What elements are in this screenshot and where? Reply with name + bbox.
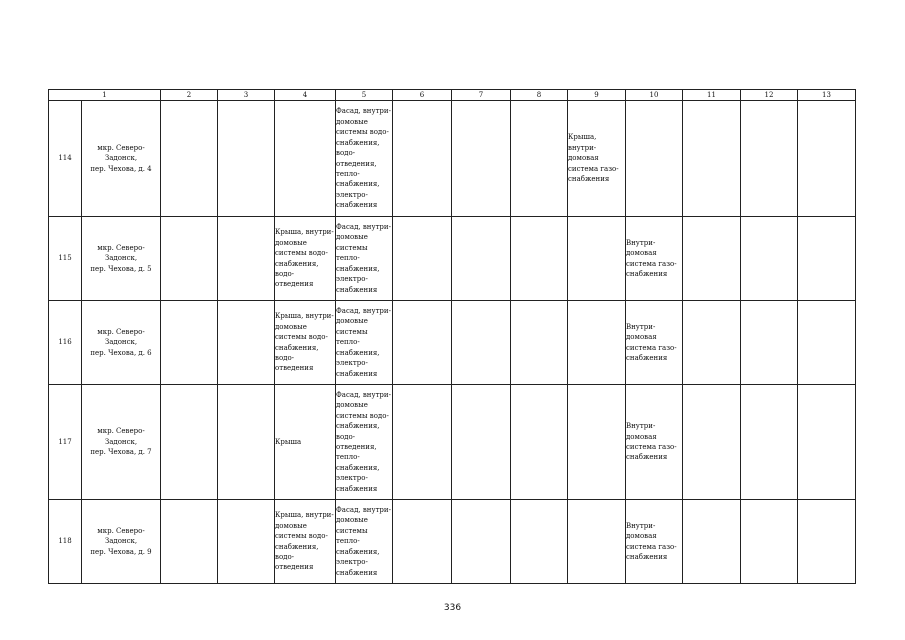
empty-cell: [393, 301, 452, 385]
row-number: 116: [49, 301, 82, 385]
col10-cell: Внутри- домовая система газо- снабжения: [626, 217, 683, 301]
schedule-table: [48, 89, 856, 584]
col10-cell: [626, 101, 683, 217]
empty-cell: [798, 217, 856, 301]
empty-cell: [511, 101, 568, 217]
table-row: [49, 301, 856, 385]
empty-cell: [452, 101, 511, 217]
empty-cell: [393, 217, 452, 301]
row-number: 115: [49, 217, 82, 301]
empty-cell: [511, 301, 568, 385]
table-row: [49, 217, 856, 301]
empty-cell: [161, 217, 218, 301]
empty-cell: [218, 101, 275, 217]
column-header: 4: [275, 90, 336, 101]
empty-cell: [741, 500, 798, 584]
empty-cell: [161, 301, 218, 385]
empty-cell: [218, 301, 275, 385]
empty-cell: [683, 217, 741, 301]
col10-cell: Внутри- домовая система газо- снабжения: [626, 301, 683, 385]
empty-cell: [161, 385, 218, 500]
column-header: 10: [626, 90, 683, 101]
address-cell: мкр. Северо- Задонск, пер. Чехова, д. 7: [82, 385, 161, 500]
col10-cell: Внутри- домовая система газо- снабжения: [626, 500, 683, 584]
empty-cell: [393, 101, 452, 217]
empty-cell: [683, 301, 741, 385]
empty-cell: [218, 500, 275, 584]
empty-cell: [393, 500, 452, 584]
empty-cell: [683, 101, 741, 217]
empty-cell: [798, 101, 856, 217]
empty-cell: [161, 101, 218, 217]
column-header: 11: [683, 90, 741, 101]
empty-cell: [741, 217, 798, 301]
column-header: 6: [393, 90, 452, 101]
column-header: 13: [798, 90, 856, 101]
row-number: 117: [49, 385, 82, 500]
empty-cell: [218, 217, 275, 301]
column-header: 2: [161, 90, 218, 101]
row-number: 114: [49, 101, 82, 217]
empty-cell: [683, 500, 741, 584]
col9-cell: Крыша, внутри- домовая система газо- снабжения: [568, 101, 626, 217]
empty-cell: [511, 217, 568, 301]
col4-cell: [275, 101, 336, 217]
empty-cell: [798, 301, 856, 385]
empty-cell: [741, 385, 798, 500]
col4-cell: Крыша, внутри- домовые системы водо- снабжения, водо- отведения: [275, 217, 336, 301]
column-header: 3: [218, 90, 275, 101]
empty-cell: [741, 301, 798, 385]
col9-cell: [568, 301, 626, 385]
col5-cell: Фасад, внутри- домовые системы водо- снабжения, водо- отведения, тепло- снабжения, электро- снабжения: [336, 385, 393, 500]
empty-cell: [683, 385, 741, 500]
empty-cell: [452, 217, 511, 301]
empty-cell: [218, 385, 275, 500]
column-header: 8: [511, 90, 568, 101]
empty-cell: [161, 500, 218, 584]
address-cell: мкр. Северо- Задонск, пер. Чехова, д. 5: [82, 217, 161, 301]
column-header: 5: [336, 90, 393, 101]
col9-cell: [568, 385, 626, 500]
page-number: 336: [443, 603, 462, 613]
empty-cell: [741, 101, 798, 217]
address-cell: мкр. Северо- Задонск, пер. Чехова, д. 4: [82, 101, 161, 217]
col5-cell: Фасад, внутри- домовые системы тепло- снабжения, электро- снабжения: [336, 301, 393, 385]
col4-cell: Крыша, внутри- домовые системы водо- снабжения, водо- отведения: [275, 500, 336, 584]
table-row: [49, 101, 856, 217]
header-row: [49, 90, 856, 101]
col5-cell: Фасад, внутри- домовые системы тепло- снабжения, электро- снабжения: [336, 500, 393, 584]
column-header: 12: [741, 90, 798, 101]
col4-cell: Крыша: [275, 385, 336, 500]
column-header: 7: [452, 90, 511, 101]
empty-cell: [511, 385, 568, 500]
table-row: [49, 500, 856, 584]
col9-cell: [568, 500, 626, 584]
col10-cell: Внутри- домовая система газо- снабжения: [626, 385, 683, 500]
empty-cell: [511, 500, 568, 584]
empty-cell: [798, 500, 856, 584]
empty-cell: [452, 385, 511, 500]
column-header: 1: [49, 90, 161, 101]
empty-cell: [798, 385, 856, 500]
table-row: [49, 385, 856, 500]
column-header: 9: [568, 90, 626, 101]
col4-cell: Крыша, внутри- домовые системы водо- снабжения, водо- отведения: [275, 301, 336, 385]
address-cell: мкр. Северо- Задонск, пер. Чехова, д. 6: [82, 301, 161, 385]
col5-cell: Фасад, внутри- домовые системы тепло- снабжения, электро- снабжения: [336, 217, 393, 301]
empty-cell: [452, 500, 511, 584]
row-number: 118: [49, 500, 82, 584]
empty-cell: [452, 301, 511, 385]
col5-cell: Фасад, внутри- домовые системы водо- снабжения, водо- отведения, тепло- снабжения, электро- снабжения: [336, 101, 393, 217]
address-cell: мкр. Северо- Задонск, пер. Чехова, д. 9: [82, 500, 161, 584]
empty-cell: [393, 385, 452, 500]
col9-cell: [568, 217, 626, 301]
